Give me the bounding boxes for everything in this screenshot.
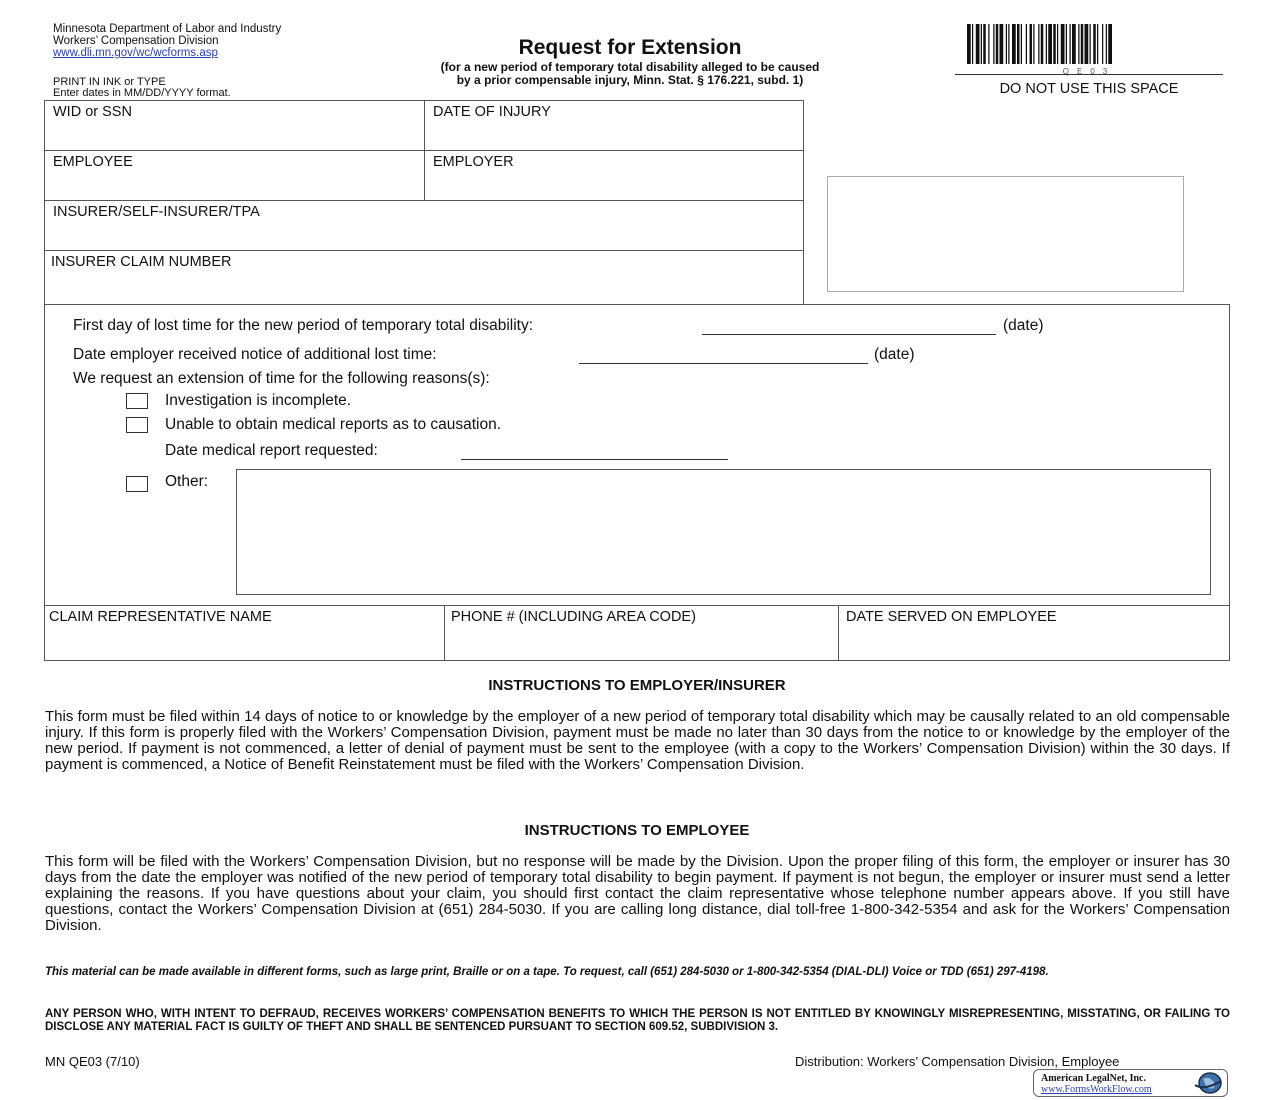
form-id: MN QE03 (7/10) xyxy=(45,1054,140,1069)
wid-field[interactable] xyxy=(44,100,425,151)
employee-label: EMPLOYEE xyxy=(53,154,133,170)
date-of-injury-label: DATE OF INJURY xyxy=(433,104,551,120)
print-instruction: PRINT IN INK or TYPE xyxy=(53,76,166,88)
medical-request-date-input[interactable] xyxy=(461,442,728,460)
phone-label: PHONE # (INCLUDING AREA CODE) xyxy=(451,609,696,625)
vendor-url: www.FormsWorkFlow.com xyxy=(1041,1084,1152,1095)
barcode-bar xyxy=(1090,24,1091,64)
barcode-bar xyxy=(1102,24,1103,64)
notice-date-input[interactable] xyxy=(579,346,868,364)
barcode-bar xyxy=(1021,24,1022,64)
barcode-bar xyxy=(1041,24,1044,64)
barcode-bar xyxy=(1061,24,1065,64)
phone-field[interactable] xyxy=(444,605,839,661)
first-day-label: First day of lost time for the new period of temporary total disability: xyxy=(73,317,534,334)
subtitle-line-1: (for a new period of temporary total disability alleged to be caused xyxy=(440,60,820,74)
barcode-icon xyxy=(967,24,1217,64)
barcode-bar xyxy=(1053,24,1056,64)
employee-instructions-text: This form will be filed with the Workers’ Compensation Division, but no response will be made by the Division. Upon the proper filing of this form, the employer or insurer has 30 days from the date the employer was notified of the new period of temporary total disability to begin payment. If payment is not begun, the employer or insurer must send a letter explaining the reasons. If you have questions about your claim, you should first contact the claim representative whose telephone number appears above. If you still have questions, contact the Workers’ Compensation Division at (651) 284-5030. If you are calling long distance, dial toll-free 1-800-342-5354 and ask for the Workers’ Compensation Division. xyxy=(45,853,1230,934)
barcode-bar xyxy=(1072,24,1076,64)
barcode-bar xyxy=(967,24,971,64)
first-day-date-suffix: (date) xyxy=(1003,317,1044,334)
notice-date-label: Date employer received notice of additional lost time: xyxy=(73,346,437,363)
claim-number-field[interactable] xyxy=(44,250,804,305)
reason-incomplete-checkbox[interactable] xyxy=(126,393,148,409)
agency-name: Minnesota Department of Labor and Industry xyxy=(53,23,282,35)
fraud-warning: ANY PERSON WHO, WITH INTENT TO DEFRAUD, RECEIVES WORKERS’ COMPENSATION BENEFITS TO WHICH THE PERSON IS NOT ENTITLED BY KNOWINGLY MISREPRESENTING, MISSTATING, OR FAILING TO DISCLOSE ANY MATERIAL FACT IS GUILTY OF THEFT AND SHALL BE SENTENCED PURSUANT TO SECTION 609.52, SUBDIVISION 3. xyxy=(45,1008,1230,1033)
globe-icon xyxy=(1190,1071,1224,1095)
wid-label: WID or SSN xyxy=(53,104,132,120)
barcode-bar xyxy=(1106,24,1107,64)
barcode-bar xyxy=(1046,24,1047,64)
employer-label: EMPLOYER xyxy=(433,154,514,170)
barcode-bar xyxy=(1000,24,1004,64)
reasons-label: We request an extension of time for the following reasons(s): xyxy=(73,370,490,387)
barcode-bar xyxy=(1008,24,1009,64)
barcode-bar xyxy=(1026,24,1027,64)
barcode-bar xyxy=(981,24,982,64)
barcode-bar xyxy=(983,24,986,64)
barcode-bar xyxy=(1081,24,1084,64)
barcode-bar xyxy=(993,24,994,64)
office-stamp-box xyxy=(827,176,1184,292)
employee-field[interactable] xyxy=(44,150,425,201)
barcode-bar xyxy=(1048,24,1052,64)
reason-other-label: Other: xyxy=(165,473,209,490)
division-name: Workers’ Compensation Division xyxy=(53,35,219,47)
barcode-bar xyxy=(1033,24,1034,64)
do-not-use-label: DO NOT USE THIS SPACE xyxy=(955,74,1223,97)
other-reason-textarea[interactable] xyxy=(236,469,1211,595)
form-subtitle xyxy=(345,61,915,87)
date-format-note: Enter dates in MM/DD/YYYY format. xyxy=(53,87,231,99)
date-of-injury-field[interactable] xyxy=(424,100,804,151)
barcode-bar xyxy=(1108,24,1112,64)
rep-name-label: CLAIM REPRESENTATIVE NAME xyxy=(49,609,272,625)
form-title: Request for Extension xyxy=(518,36,742,59)
employee-instructions-heading: INSTRUCTIONS TO EMPLOYEE xyxy=(524,822,750,839)
medical-request-date-label: Date medical report requested: xyxy=(165,442,378,459)
barcode-bar xyxy=(1012,24,1016,64)
employer-instructions-text: This form must be filed within 14 days of notice to or knowledge by the employer of a new period of temporary total disability which may be causally related to an old compensable injury. If this form is properly filed with the Workers’ Compensation Division, payment must be made no later than 30 days from the notice to or knowledge by the employer of the new period. If payment is not commenced, a letter of denial of payment must be sent to the employee (with a copy to the Workers’ Compensation Division) within the 30 days. If payment is commenced, a Notice of Benefit Reinstatement must be filed with the Workers’ Compensation Division. xyxy=(45,708,1230,773)
barcode-bar xyxy=(1006,24,1007,64)
claim-number-label: INSURER CLAIM NUMBER xyxy=(51,254,232,270)
insurer-label: INSURER/SELF-INSURER/TPA xyxy=(53,204,260,220)
subtitle-line-2: by a prior compensable injury, Minn. Stat. § 176.221, subd. 1) xyxy=(456,73,804,87)
notice-date-suffix: (date) xyxy=(874,346,915,363)
alternate-formats-note: This material can be made available in different forms, such as large print, Braille or on a tape. To request, call (651) 284-5030 or 1-800-342-5354 (DIAL-DLI) Voice or TDD (651) 297-4198. xyxy=(45,966,1049,978)
distribution-note: Distribution: Workers’ Compensation Division, Employee xyxy=(795,1054,1120,1069)
date-served-field[interactable] xyxy=(838,605,1230,661)
first-day-input[interactable] xyxy=(702,317,996,335)
barcode-bar xyxy=(976,24,980,64)
barcode-bar xyxy=(1097,24,1098,64)
barcode-bar xyxy=(1085,24,1089,64)
barcode-area xyxy=(955,24,1223,76)
barcode-bar xyxy=(1030,24,1033,64)
reason-incomplete-label: Investigation is incomplete. xyxy=(165,392,352,409)
barcode-bar xyxy=(988,24,989,64)
insurer-field[interactable] xyxy=(44,200,804,251)
vendor-badge[interactable] xyxy=(1033,1069,1228,1097)
barcode-bar xyxy=(1078,24,1079,64)
barcode-bar xyxy=(1070,24,1071,64)
barcode-bar xyxy=(996,24,999,64)
employer-instructions-heading: INSTRUCTIONS TO EMPLOYER/INSURER xyxy=(488,677,786,694)
print-note xyxy=(53,77,231,99)
employer-field[interactable] xyxy=(424,150,804,201)
barcode-label: QE03 xyxy=(1062,67,1116,76)
date-served-label: DATE SERVED ON EMPLOYEE xyxy=(846,609,1057,625)
reason-medical-checkbox[interactable] xyxy=(126,417,148,433)
reason-other-checkbox[interactable] xyxy=(126,476,148,492)
barcode-bar xyxy=(1066,24,1067,64)
vendor-name: American LegalNet, Inc. xyxy=(1041,1073,1146,1084)
barcode-bar xyxy=(1017,24,1020,64)
barcode-bar xyxy=(1093,24,1096,64)
rep-name-field[interactable] xyxy=(44,605,445,661)
barcode-bar xyxy=(1057,24,1058,64)
barcode-bar xyxy=(972,24,973,64)
agency-block xyxy=(53,23,281,59)
barcode-bar xyxy=(1038,24,1039,64)
forms-link[interactable]: www.dli.mn.gov/wc/wcforms.asp xyxy=(53,47,218,59)
reason-medical-label: Unable to obtain medical reports as to causation. xyxy=(165,416,502,433)
